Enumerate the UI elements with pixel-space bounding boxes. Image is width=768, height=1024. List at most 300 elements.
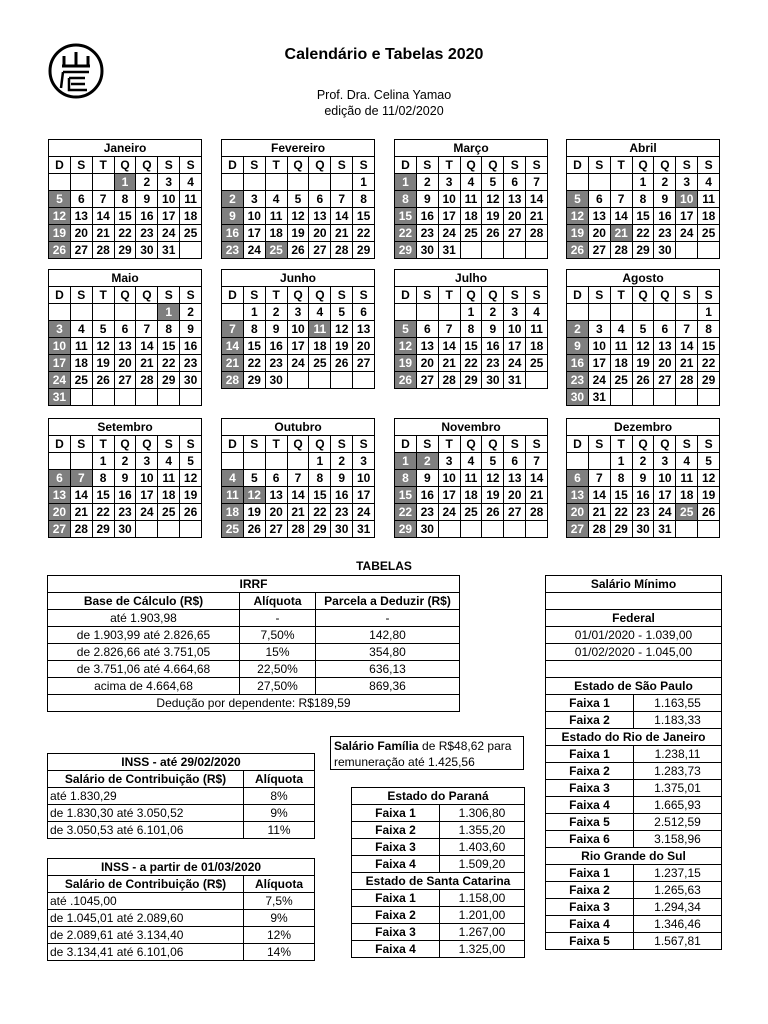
week-row xyxy=(222,242,375,259)
day-cell: 1 xyxy=(92,453,114,470)
week-row xyxy=(49,521,202,538)
empty-day-cell xyxy=(136,389,158,406)
day-cell: 28 xyxy=(287,521,309,538)
day-cell: 11 xyxy=(309,321,331,338)
weekday-header: S xyxy=(698,157,720,174)
day-cell: 4 xyxy=(222,470,244,487)
sc-cell: 1.201,00 xyxy=(440,907,525,924)
day-cell: 14 xyxy=(526,191,548,208)
rj-cell: Faixa 2 xyxy=(546,763,634,780)
weekday-header: D xyxy=(49,436,71,453)
pr-cell: 1.403,60 xyxy=(440,839,525,856)
weekday-header: D xyxy=(567,287,589,304)
table-row xyxy=(546,899,722,916)
table-row xyxy=(546,865,722,882)
weekday-header: T xyxy=(265,157,287,174)
weekday-header: Q xyxy=(482,157,504,174)
day-cell: 9 xyxy=(180,321,202,338)
day-cell: 30 xyxy=(482,372,504,389)
day-cell: 22 xyxy=(353,225,375,242)
day-cell: 5 xyxy=(395,321,417,338)
rs-cell: 1.294,34 xyxy=(634,899,722,916)
day-cell: 19 xyxy=(287,225,309,242)
irrf-cell: de 2.826,66 até 3.751,05 xyxy=(48,644,240,661)
empty-day-cell xyxy=(526,372,548,389)
weekday-header: D xyxy=(49,287,71,304)
empty-day-cell xyxy=(222,174,244,191)
weekday-header: T xyxy=(610,436,632,453)
pr-cell: 1.355,20 xyxy=(440,822,525,839)
empty-day-cell xyxy=(158,389,180,406)
day-cell: 13 xyxy=(114,338,136,355)
day-cell: 7 xyxy=(136,321,158,338)
inss2-cell: de 2.089,61 até 3.134,40 xyxy=(48,927,244,944)
day-cell: 21 xyxy=(136,355,158,372)
salario-familia-text1: de R$48,62 para xyxy=(418,739,512,753)
weekday-header: D xyxy=(222,157,244,174)
day-cell: 30 xyxy=(416,242,438,259)
empty-day-cell xyxy=(222,304,244,321)
day-cell: 10 xyxy=(654,470,676,487)
empty-day-cell xyxy=(180,242,202,259)
day-cell: 20 xyxy=(504,487,526,504)
empty-day-cell xyxy=(222,453,244,470)
day-cell: 8 xyxy=(114,191,136,208)
day-cell: 24 xyxy=(438,225,460,242)
day-cell: 8 xyxy=(92,470,114,487)
day-cell: 18 xyxy=(265,225,287,242)
month-calendar xyxy=(566,269,720,406)
weekday-header: Q xyxy=(654,287,676,304)
day-cell: 12 xyxy=(92,338,114,355)
week-row xyxy=(395,304,548,321)
day-cell: 21 xyxy=(70,504,92,521)
day-cell: 18 xyxy=(222,504,244,521)
week-row xyxy=(567,389,720,406)
day-cell: 15 xyxy=(158,338,180,355)
inss2-cell: 12% xyxy=(244,927,315,944)
empty-day-cell xyxy=(70,174,92,191)
irrf-table xyxy=(47,575,460,712)
table-row xyxy=(48,644,460,661)
day-cell: 30 xyxy=(416,521,438,538)
month-calendar xyxy=(394,139,548,259)
weekday-header: S xyxy=(243,157,265,174)
day-cell: 15 xyxy=(114,208,136,225)
day-cell: 2 xyxy=(114,453,136,470)
week-row xyxy=(49,453,202,470)
day-cell: 13 xyxy=(504,191,526,208)
weekday-header: T xyxy=(92,436,114,453)
empty-day-cell xyxy=(654,304,676,321)
day-cell: 29 xyxy=(698,372,720,389)
day-cell: 15 xyxy=(460,338,482,355)
week-row xyxy=(567,321,720,338)
day-cell: 3 xyxy=(676,174,698,191)
weekday-header: Q xyxy=(654,157,676,174)
day-cell: 15 xyxy=(353,208,375,225)
weekday-header: S xyxy=(676,157,698,174)
week-row xyxy=(567,242,720,259)
day-cell: 6 xyxy=(588,191,610,208)
day-cell: 30 xyxy=(331,521,353,538)
day-cell: 20 xyxy=(416,355,438,372)
sm-blank-row xyxy=(546,661,722,678)
table-row xyxy=(546,933,722,950)
weekday-header: Q xyxy=(309,436,331,453)
week-row xyxy=(567,191,720,208)
month-calendar xyxy=(48,139,202,259)
day-cell: 16 xyxy=(416,487,438,504)
table-row xyxy=(546,882,722,899)
day-cell: 1 xyxy=(158,304,180,321)
day-cell: 2 xyxy=(632,453,654,470)
day-cell: 4 xyxy=(309,304,331,321)
day-cell: 31 xyxy=(588,389,610,406)
day-cell: 28 xyxy=(526,504,548,521)
day-cell: 3 xyxy=(504,304,526,321)
empty-day-cell xyxy=(49,453,71,470)
day-cell: 31 xyxy=(504,372,526,389)
irrf-cell: 15% xyxy=(240,644,316,661)
day-cell: 18 xyxy=(70,355,92,372)
day-cell: 9 xyxy=(632,470,654,487)
inss1-cell: até 1.830,29 xyxy=(48,788,244,805)
day-cell: 26 xyxy=(482,504,504,521)
day-cell: 11 xyxy=(676,470,698,487)
day-cell: 1 xyxy=(353,174,375,191)
day-cell: 25 xyxy=(526,355,548,372)
empty-day-cell xyxy=(460,521,482,538)
empty-day-cell xyxy=(136,521,158,538)
sp-cell: Faixa 1 xyxy=(546,695,634,712)
inss1-cell: 9% xyxy=(244,805,315,822)
day-cell: 19 xyxy=(698,487,720,504)
month-calendar xyxy=(221,418,375,538)
weekday-header: T xyxy=(265,436,287,453)
day-cell: 8 xyxy=(243,321,265,338)
weekday-header: D xyxy=(567,436,589,453)
week-row xyxy=(49,242,202,259)
day-cell: 11 xyxy=(158,470,180,487)
weekday-header: T xyxy=(438,157,460,174)
day-cell: 15 xyxy=(395,487,417,504)
day-cell: 12 xyxy=(243,487,265,504)
weekday-header: T xyxy=(92,157,114,174)
inss2-header-base: Salário de Contribuição (R$) xyxy=(48,876,244,893)
day-cell: 7 xyxy=(92,191,114,208)
day-cell: 2 xyxy=(416,174,438,191)
day-cell: 13 xyxy=(353,321,375,338)
day-cell: 22 xyxy=(632,225,654,242)
salario-familia-label: Salário Família xyxy=(334,739,419,753)
day-cell: 10 xyxy=(438,191,460,208)
irrf-cell: de 3.751,06 até 4.664,68 xyxy=(48,661,240,678)
table-row xyxy=(546,763,722,780)
weekday-header: Q xyxy=(309,287,331,304)
week-row xyxy=(395,521,548,538)
day-cell: 1 xyxy=(632,174,654,191)
day-cell: 28 xyxy=(588,521,610,538)
inss2-cell: 9% xyxy=(244,910,315,927)
month-name: Setembro xyxy=(49,419,202,436)
day-cell: 12 xyxy=(567,208,589,225)
pr-cell: Faixa 1 xyxy=(352,805,440,822)
table-row xyxy=(48,788,315,805)
weekday-header: T xyxy=(610,287,632,304)
empty-day-cell xyxy=(438,521,460,538)
day-cell: 6 xyxy=(504,174,526,191)
week-row xyxy=(567,355,720,372)
day-cell: 5 xyxy=(49,191,71,208)
month-name: Abril xyxy=(567,140,720,157)
day-cell: 10 xyxy=(136,470,158,487)
empty-day-cell xyxy=(92,389,114,406)
empty-day-cell xyxy=(353,372,375,389)
day-cell: 20 xyxy=(309,225,331,242)
irrf-cell: até 1.903,98 xyxy=(48,610,240,627)
month-name: Dezembro xyxy=(567,419,720,436)
day-cell: 2 xyxy=(416,453,438,470)
weekday-header: Q xyxy=(309,157,331,174)
day-cell: 14 xyxy=(438,338,460,355)
weekday-header: S xyxy=(243,436,265,453)
day-cell: 30 xyxy=(114,521,136,538)
weekday-header: S xyxy=(504,436,526,453)
weekday-header: S xyxy=(243,287,265,304)
empty-day-cell xyxy=(92,304,114,321)
sc-cell: 1.325,00 xyxy=(440,941,525,958)
day-cell: 23 xyxy=(114,504,136,521)
day-cell: 11 xyxy=(222,487,244,504)
irrf-cell: 27,50% xyxy=(240,678,316,695)
irrf-cell: 7,50% xyxy=(240,627,316,644)
day-cell: 11 xyxy=(698,191,720,208)
day-cell: 25 xyxy=(265,242,287,259)
weekday-header: S xyxy=(70,287,92,304)
day-cell: 9 xyxy=(567,338,589,355)
day-cell: 11 xyxy=(70,338,92,355)
day-cell: 24 xyxy=(49,372,71,389)
rj-cell: Faixa 5 xyxy=(546,814,634,831)
weekday-header: T xyxy=(438,436,460,453)
day-cell: 16 xyxy=(136,208,158,225)
month-name: Junho xyxy=(222,270,375,287)
empty-day-cell xyxy=(309,174,331,191)
day-cell: 14 xyxy=(287,487,309,504)
day-cell: 26 xyxy=(698,504,720,521)
day-cell: 14 xyxy=(676,338,698,355)
week-row xyxy=(222,372,375,389)
day-cell: 15 xyxy=(92,487,114,504)
day-cell: 13 xyxy=(309,208,331,225)
week-row xyxy=(49,321,202,338)
rs-cell: Faixa 1 xyxy=(546,865,634,882)
week-row xyxy=(395,338,548,355)
empty-day-cell xyxy=(526,242,548,259)
empty-day-cell xyxy=(676,389,698,406)
day-cell: 22 xyxy=(395,225,417,242)
empty-day-cell xyxy=(676,521,698,538)
rs-cell: Faixa 3 xyxy=(546,899,634,916)
day-cell: 3 xyxy=(136,453,158,470)
day-cell: 12 xyxy=(482,470,504,487)
day-cell: 12 xyxy=(482,191,504,208)
day-cell: 8 xyxy=(395,191,417,208)
empty-day-cell xyxy=(70,304,92,321)
day-cell: 26 xyxy=(395,372,417,389)
empty-day-cell xyxy=(610,174,632,191)
day-cell: 14 xyxy=(222,338,244,355)
day-cell: 4 xyxy=(526,304,548,321)
day-cell: 23 xyxy=(331,504,353,521)
irrf-cell: acima de 4.664,68 xyxy=(48,678,240,695)
day-cell: 7 xyxy=(331,191,353,208)
weekday-header: S xyxy=(331,287,353,304)
inss1-header-rate: Alíquota xyxy=(244,771,315,788)
day-cell: 7 xyxy=(222,321,244,338)
day-cell: 23 xyxy=(482,355,504,372)
weekday-header: Q xyxy=(287,157,309,174)
empty-day-cell xyxy=(567,174,589,191)
day-cell: 1 xyxy=(114,174,136,191)
table-row xyxy=(546,814,722,831)
inss-until-feb-table xyxy=(47,753,315,839)
table-row xyxy=(48,910,315,927)
day-cell: 14 xyxy=(92,208,114,225)
day-cell: 18 xyxy=(698,208,720,225)
day-cell: 14 xyxy=(610,208,632,225)
day-cell: 23 xyxy=(632,504,654,521)
weekday-header: S xyxy=(504,287,526,304)
empty-day-cell xyxy=(180,521,202,538)
day-cell: 10 xyxy=(243,208,265,225)
day-cell: 25 xyxy=(309,355,331,372)
table-row xyxy=(352,924,525,941)
empty-day-cell xyxy=(588,304,610,321)
weekday-header: S xyxy=(526,287,548,304)
irrf-header-rate: Alíquota xyxy=(240,593,316,610)
month-calendar xyxy=(566,418,720,538)
day-cell: 8 xyxy=(698,321,720,338)
week-row xyxy=(395,191,548,208)
week-row xyxy=(567,521,720,538)
week-row xyxy=(49,304,202,321)
table-row xyxy=(48,661,460,678)
day-cell: 9 xyxy=(136,191,158,208)
salario-familia-text2: remuneração até 1.425,56 xyxy=(334,755,475,769)
week-row xyxy=(222,355,375,372)
day-cell: 28 xyxy=(676,372,698,389)
pr-cell: 1.306,80 xyxy=(440,805,525,822)
day-cell: 17 xyxy=(676,208,698,225)
day-cell: 14 xyxy=(70,487,92,504)
empty-day-cell xyxy=(698,521,720,538)
weekday-header: Q xyxy=(482,436,504,453)
day-cell: 18 xyxy=(676,487,698,504)
month-calendar xyxy=(394,418,548,538)
empty-day-cell xyxy=(610,389,632,406)
sm-federal-title: Federal xyxy=(546,610,722,627)
tables-heading: TABELAS xyxy=(356,559,412,573)
inss2-cell: 7,5% xyxy=(244,893,315,910)
table-row xyxy=(352,839,525,856)
weekday-header: S xyxy=(416,157,438,174)
day-cell: 6 xyxy=(504,453,526,470)
day-cell: 20 xyxy=(588,225,610,242)
weekday-header: T xyxy=(265,287,287,304)
day-cell: 13 xyxy=(416,338,438,355)
day-cell: 11 xyxy=(180,191,202,208)
table-row xyxy=(546,746,722,763)
day-cell: 7 xyxy=(588,470,610,487)
empty-day-cell xyxy=(70,389,92,406)
table-row xyxy=(48,822,315,839)
day-cell: 3 xyxy=(49,321,71,338)
table-row xyxy=(352,890,525,907)
empty-day-cell xyxy=(504,521,526,538)
weekday-header: S xyxy=(676,436,698,453)
day-cell: 21 xyxy=(92,225,114,242)
day-cell: 4 xyxy=(610,321,632,338)
day-cell: 19 xyxy=(331,338,353,355)
inss2-cell: até .1045,00 xyxy=(48,893,244,910)
day-cell: 22 xyxy=(698,355,720,372)
day-cell: 16 xyxy=(331,487,353,504)
day-cell: 17 xyxy=(243,225,265,242)
day-cell: 16 xyxy=(482,338,504,355)
day-cell: 29 xyxy=(460,372,482,389)
empty-day-cell xyxy=(49,304,71,321)
day-cell: 23 xyxy=(567,372,589,389)
empty-day-cell xyxy=(610,304,632,321)
empty-day-cell xyxy=(265,174,287,191)
week-row xyxy=(222,453,375,470)
day-cell: 17 xyxy=(353,487,375,504)
day-cell: 19 xyxy=(482,208,504,225)
day-cell: 7 xyxy=(610,191,632,208)
empty-day-cell xyxy=(698,389,720,406)
day-cell: 13 xyxy=(654,338,676,355)
day-cell: 29 xyxy=(395,242,417,259)
day-cell: 19 xyxy=(243,504,265,521)
day-cell: 2 xyxy=(331,453,353,470)
weekday-header: Q xyxy=(632,157,654,174)
week-row xyxy=(567,174,720,191)
day-cell: 7 xyxy=(438,321,460,338)
day-cell: 19 xyxy=(482,487,504,504)
day-cell: 20 xyxy=(504,208,526,225)
empty-day-cell xyxy=(158,521,180,538)
sp-cell: Faixa 2 xyxy=(546,712,634,729)
day-cell: 22 xyxy=(92,504,114,521)
day-cell: 11 xyxy=(460,470,482,487)
day-cell: 2 xyxy=(482,304,504,321)
empty-day-cell xyxy=(287,453,309,470)
sm-rs-title: Rio Grande do Sul xyxy=(546,848,722,865)
day-cell: 24 xyxy=(438,504,460,521)
day-cell: 4 xyxy=(698,174,720,191)
day-cell: 19 xyxy=(567,225,589,242)
day-cell: 28 xyxy=(222,372,244,389)
day-cell: 6 xyxy=(654,321,676,338)
irrf-cell: 354,80 xyxy=(316,644,460,661)
day-cell: 30 xyxy=(567,389,589,406)
week-row xyxy=(222,521,375,538)
day-cell: 25 xyxy=(460,504,482,521)
day-cell: 24 xyxy=(287,355,309,372)
table-row xyxy=(546,712,722,729)
